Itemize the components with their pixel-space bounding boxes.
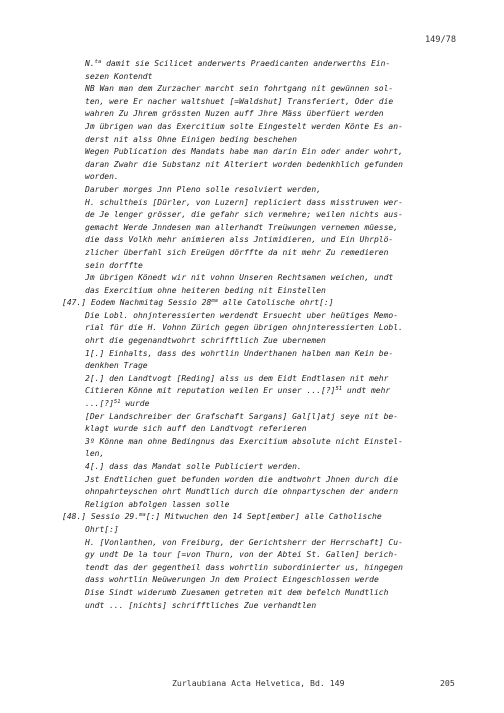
text-span: [47.] Eodem Nachmitag Sessio 28 bbox=[62, 298, 212, 308]
text-line: die dass Volkh mehr animieren alss Jntimidieren, und Ein Uhrplö- bbox=[85, 235, 394, 245]
text-span: N. bbox=[85, 59, 95, 68]
text-line: Jm übrigen wan das Exercitium solte Eingestelt werden Könte Es an- bbox=[85, 121, 403, 131]
text-line: Ohrt[:] bbox=[85, 524, 119, 534]
text-line: len, bbox=[85, 449, 105, 459]
text-line: das Exercitium ohne heiteren beding nit Einstellen bbox=[85, 285, 326, 295]
text-line: derst nit alss Ohne Einigen beding beschehen bbox=[85, 134, 297, 144]
text-line: Jst Endtlichen guet befunden worden die andtwohrt Jhnen durch die bbox=[85, 474, 399, 484]
text-line: tendt das der gegentheil dass wohrtlin subordinierter us, hingegen bbox=[85, 562, 403, 572]
superscript: ma bbox=[211, 298, 218, 305]
text-line: [Der Landschreiber der Grafschaft Sargans] Gal[l]atj seye nit be- bbox=[85, 411, 399, 421]
text-line: undt ... [nichts] schrifftliches Zue verhandtlen bbox=[85, 600, 317, 610]
text-line bbox=[62, 511, 462, 524]
footer-page-number: 205 bbox=[440, 678, 455, 688]
text-line: NB Wan man dem Zurzacher marcht sein fohrtgang nit gewünnen sol- bbox=[85, 84, 394, 94]
text-span: Citieren Könne mit reputation weilen Er unser ...[?] bbox=[85, 386, 336, 396]
text-line: wahren Zu Jhrem grössten Nuzen auff Jhre Mäss überfüert werden bbox=[85, 109, 384, 119]
text-span: [:] Mitwuchen den 14 Sept[ember] alle Catholische bbox=[145, 512, 382, 522]
text-line: 4[.] dass das Mandat solle Publiciert werden. bbox=[85, 462, 302, 471]
text-line: Religion abfolgen lassen solle bbox=[85, 499, 230, 509]
text-line: sein dorffte bbox=[85, 260, 143, 270]
footer-title: Zurlaubiana Acta Helvetica, Bd. 149 bbox=[172, 678, 345, 688]
text-line: daran Zwahr die Substanz nit Alteriert worden bedenkhlich gefunden bbox=[85, 159, 403, 169]
text-line: 3º Könne man ohne Bedingnus das Exercitium absolute nicht Einstel- bbox=[85, 436, 403, 446]
text-line: worden. bbox=[85, 172, 119, 182]
footnote-ref: 51 bbox=[335, 386, 343, 393]
text-line bbox=[62, 58, 462, 71]
text-span: wurde bbox=[120, 399, 150, 409]
text-line: H. [Vonlanthen, von Freiburg, der Gerichtsherr der Herrschaft] Cu- bbox=[85, 537, 403, 547]
text-line bbox=[62, 385, 462, 398]
footnote-ref: 51 bbox=[113, 399, 121, 406]
text-line: denkhen Trage bbox=[85, 361, 148, 371]
text-line: dass wohrtlin Neüwerungen Jn dem Proiect Eingeschlossen werde bbox=[85, 575, 379, 585]
text-line: 1[.] Einhalts, dass des wohrtlin Underthanen halben man Kein be- bbox=[85, 348, 394, 358]
text-line bbox=[62, 297, 462, 310]
text-line: Dise Sindt widerumb Zuesamen getreten mit dem befelch Mundtlich bbox=[85, 587, 389, 597]
text-span: undt mehr bbox=[342, 386, 391, 396]
text-line: sezen Kontendt bbox=[85, 71, 153, 81]
text-line: ohrt die gegenandtwohrt schrifftlich Zue ubernemen bbox=[85, 336, 326, 346]
text-line: de Je lenger grösser, die gefahr sich vermehre; weilen nichts aus- bbox=[85, 210, 403, 220]
text-line bbox=[62, 398, 462, 411]
text-span: alle Catolische ohrt[:] bbox=[217, 298, 334, 308]
text-line: 2[.] den Landtvogt [Reding] alss us dem Eidt Endtlasen nit mehr bbox=[85, 373, 389, 383]
text-line: klagt wurde sich auff den Landtvogt referieren bbox=[85, 424, 307, 434]
text-span: ...[?] bbox=[85, 399, 114, 409]
text-line: gy undt De la tour [=von Thurn, von der Abtei St. Gallen] berich- bbox=[85, 550, 399, 560]
text-line: gemacht Werde Jnndesen man allerhandt Treüwungen vernemen müesse, bbox=[85, 222, 399, 232]
text-span: [48.] Sessio 29. bbox=[62, 512, 140, 522]
document-body bbox=[62, 58, 462, 612]
text-line: H. schultheis [Dürler, von Luzern] repliciert dass misstruwen wer- bbox=[85, 197, 403, 207]
text-line: ohnpahrteyschen ohrt Mundtlich durch die ohnpartyschen der andern bbox=[85, 487, 399, 497]
text-line: Die Lobl. ohnjnteressierten werdendt Ersuecht uber heütiges Memo- bbox=[85, 310, 399, 320]
text-line: rial für die H. Vohnn Zürich gegen übrigen ohnjnteressierten Lobl. bbox=[85, 323, 403, 333]
text-line: ten, were Er nacher waltshuet [=Waldshut] Transferiert, Oder die bbox=[85, 96, 394, 106]
text-line: Daruber morges Jnn Pleno solle resolviert werden, bbox=[85, 184, 322, 194]
text-span: damit sie Scilicet anderwerts Praedicanten anderwerths Ein- bbox=[101, 59, 391, 68]
page-number: 149/78 bbox=[424, 35, 456, 45]
text-line: Wegen Publication des Mandats habe man darin Ein oder ander wohrt, bbox=[85, 147, 403, 157]
text-line: zlicher überfahl sich Ereügen dörffte da nit mehr Zu remedieren bbox=[85, 247, 389, 257]
superscript: ta bbox=[94, 59, 102, 65]
text-line: Jm übrigen Könedt wir nit vohnn Unseren Rechtsamen weichen, undt bbox=[85, 273, 394, 283]
superscript: ma bbox=[139, 512, 146, 519]
